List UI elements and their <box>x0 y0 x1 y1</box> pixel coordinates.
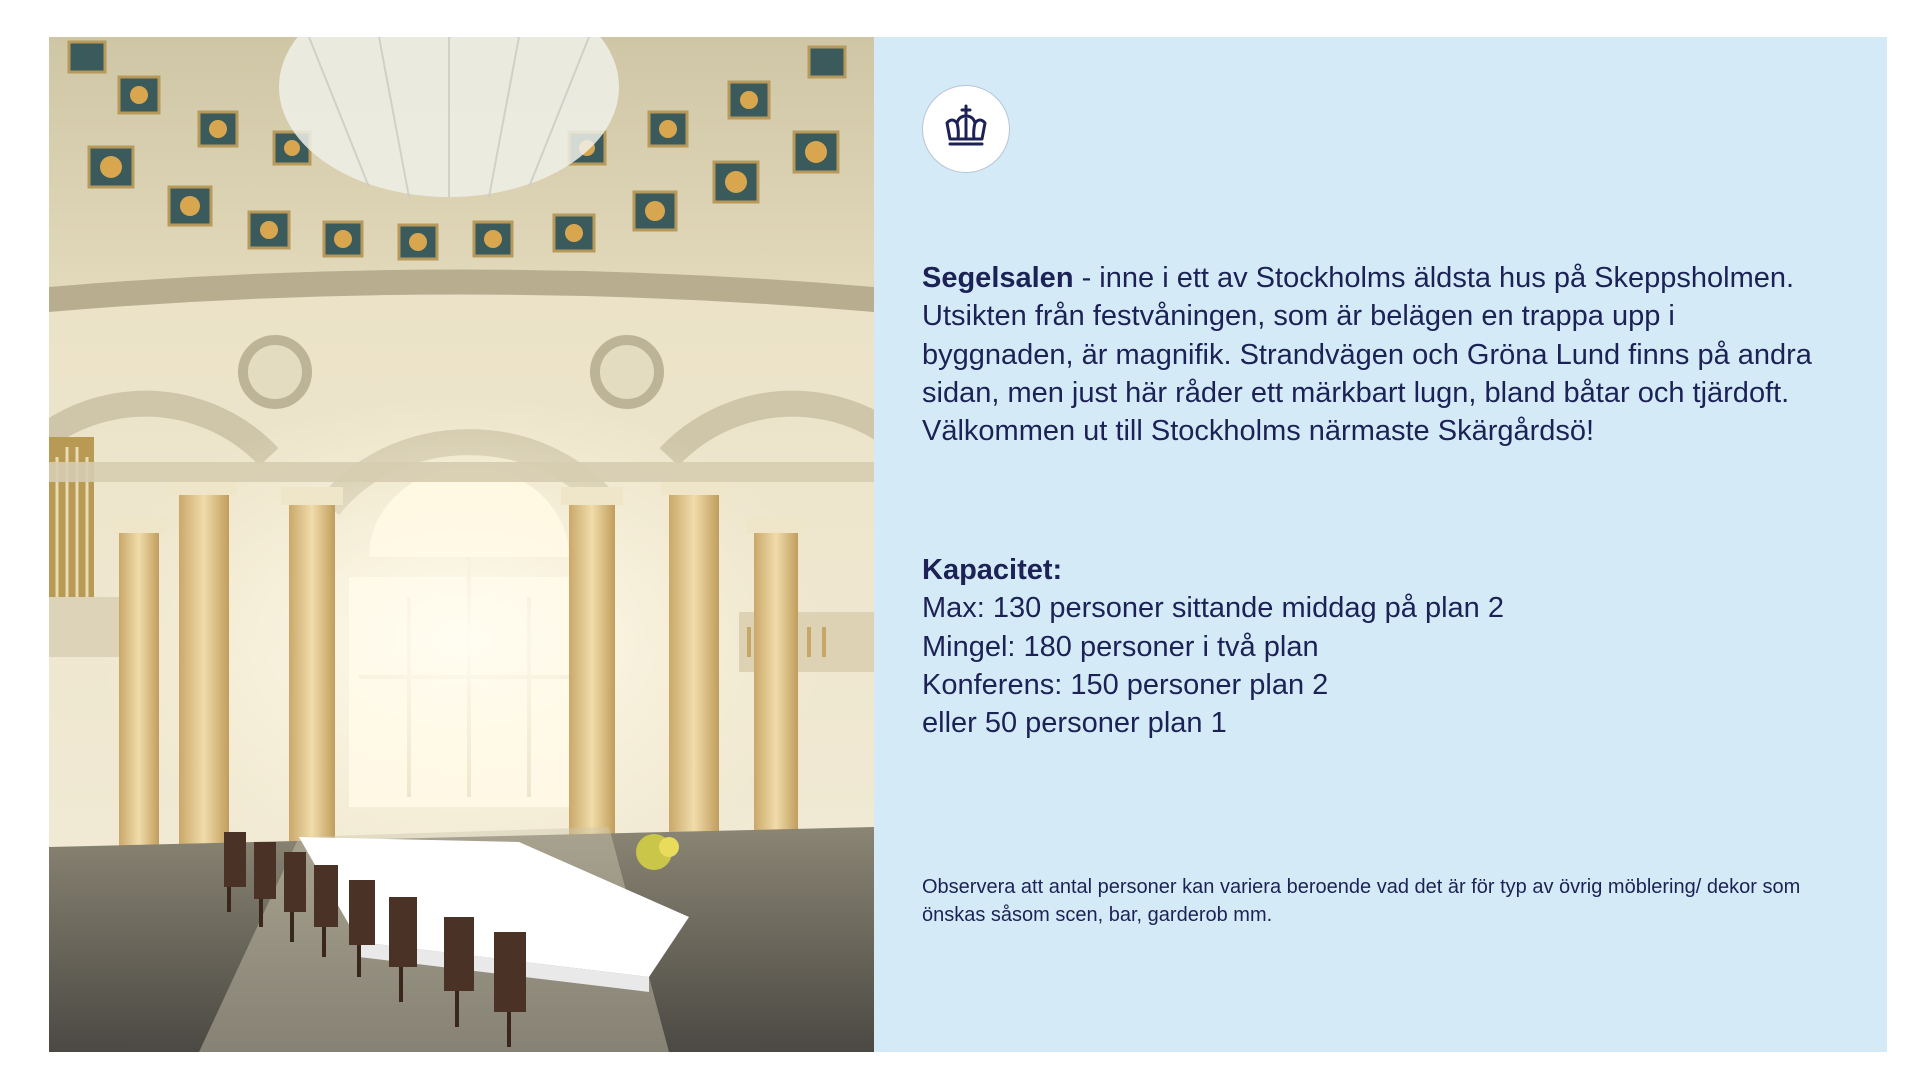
capacity-title: Kapacitet: <box>922 554 1063 586</box>
crest-badge <box>922 85 1010 173</box>
capacity-note: Observera att antal personer kan variera beroende vad det är för typ av övrig möblering/ dekor som önskas såsom scen, bar, garderob mm. <box>922 876 1801 926</box>
capacity-line: Mingel: 180 personer i två plan <box>922 630 1319 663</box>
capacity-line: Konferens: 150 personer plan 2 <box>922 668 1329 701</box>
venue-hall-photo <box>49 37 874 1052</box>
venue-description-text: - inne i ett av Stockholms äldsta hus på Skeppsholmen. Utsikten från festvåningen, som är belägen en trappa upp i byggnaden, är magnifik. Strandvägen och Gröna Lund finns på andra sidan, men just här råder ett märkbart lugn, bland båtar och tjärdoft. Välkommen ut till Stockholms närmaste Skärgårdsö! <box>922 262 1812 448</box>
capacity-section <box>922 551 1822 742</box>
venue-description <box>922 259 1822 450</box>
crown-icon <box>942 103 990 156</box>
info-panel <box>874 37 1887 1052</box>
capacity-line: eller 50 personer plan 1 <box>922 707 1227 740</box>
capacity-line: Max: 130 personer sittande middag på plan 2 <box>922 592 1504 625</box>
venue-name: Segelsalen <box>922 262 1074 294</box>
